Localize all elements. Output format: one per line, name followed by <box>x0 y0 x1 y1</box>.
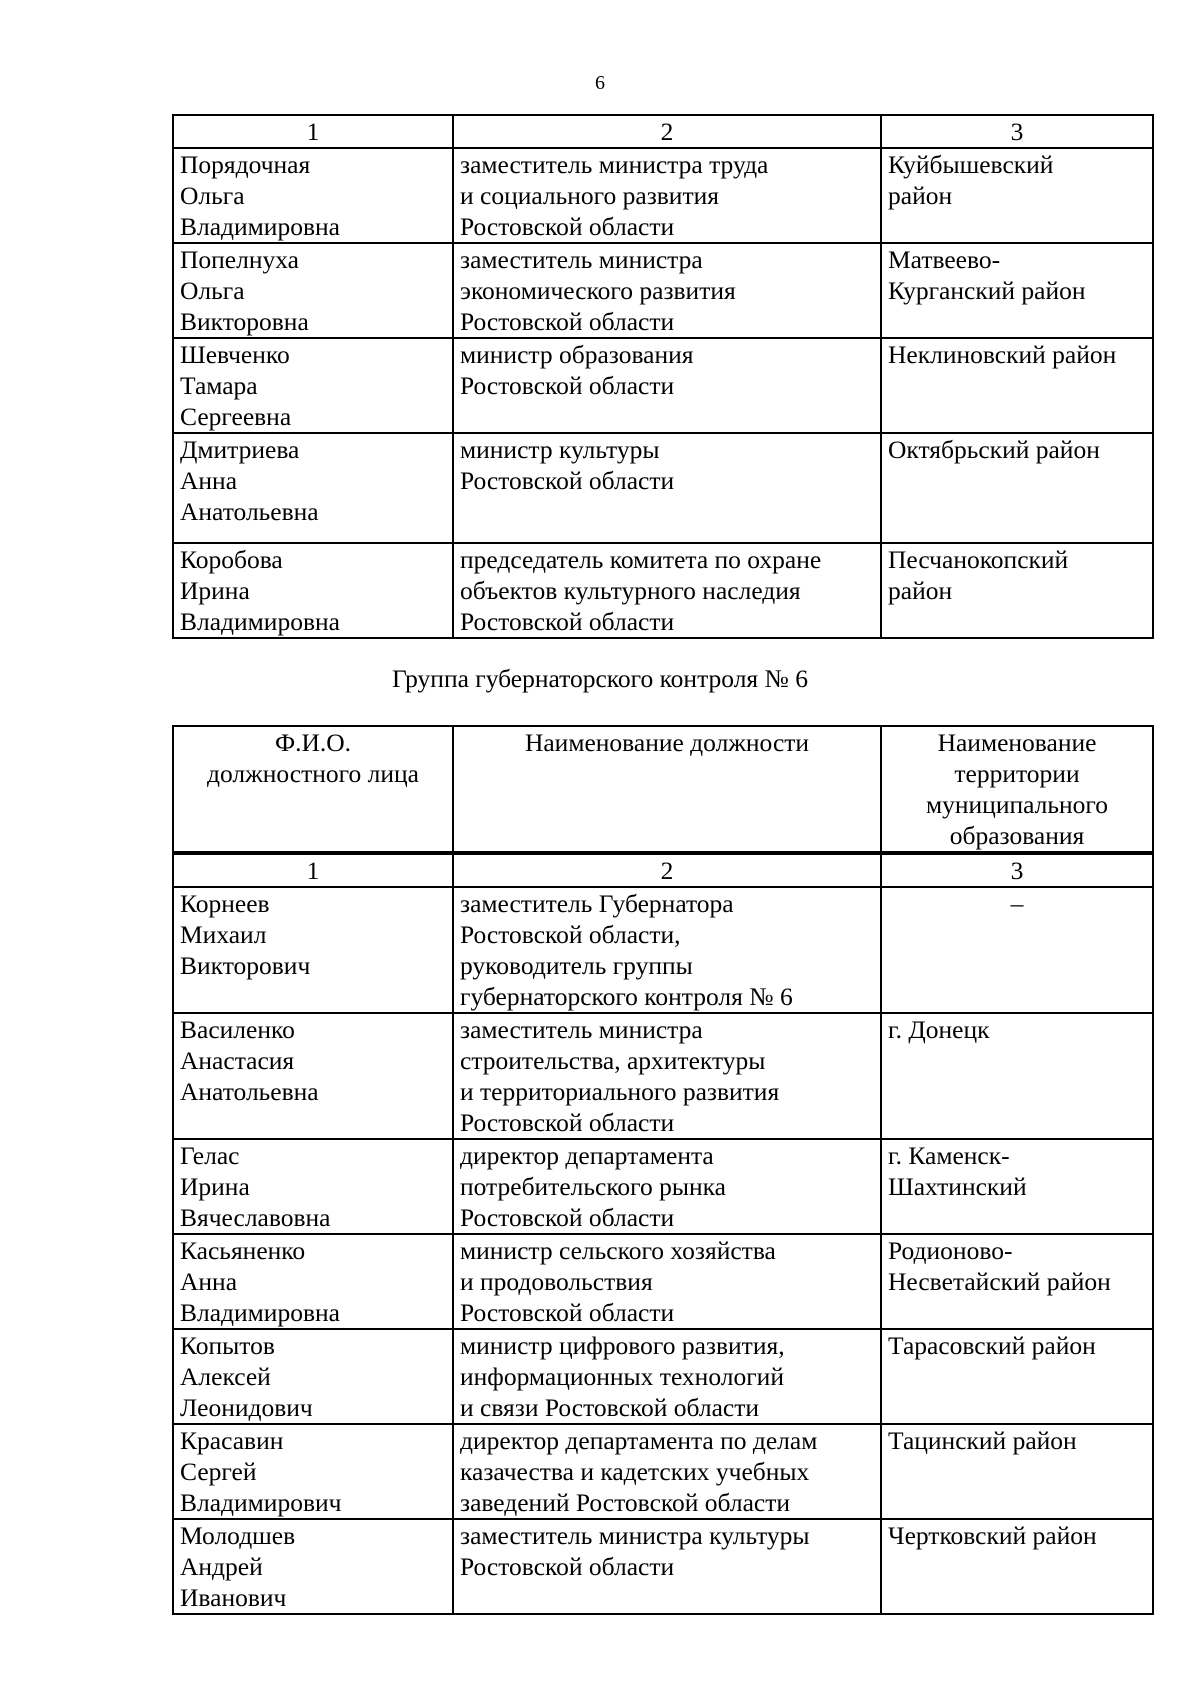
official-name-cell <box>173 543 453 638</box>
column-number: 3 <box>881 115 1153 148</box>
name-line: Шевченко <box>180 340 290 369</box>
position-line: потребительского рынка <box>460 1172 726 1201</box>
name-line: Попелнуха <box>180 245 299 274</box>
name-line: Викторович <box>180 951 311 980</box>
header-line: территории <box>954 759 1080 788</box>
official-name-cell <box>173 1424 453 1519</box>
position-line: Ростовской области <box>460 212 675 241</box>
official-name-cell <box>173 338 453 433</box>
position-line: Ростовской области <box>460 466 675 495</box>
position-line: и территориального развития <box>460 1077 780 1106</box>
name-line: Корнеев <box>180 889 270 918</box>
name-line: Тамара <box>180 371 258 400</box>
name-line: Сергей <box>180 1457 257 1486</box>
position-cell <box>453 543 881 638</box>
position-cell <box>453 1519 881 1614</box>
position-line: и связи Ростовской области <box>460 1393 759 1422</box>
table-row <box>173 1329 1153 1424</box>
position-cell <box>453 148 881 243</box>
table-row <box>173 1234 1153 1329</box>
position-line: заместитель Губернатора <box>460 889 734 918</box>
territory-cell <box>881 543 1153 638</box>
header-official-name <box>173 726 453 853</box>
position-line: Ростовской области <box>460 1203 675 1232</box>
table-row <box>173 1519 1153 1614</box>
territory-cell <box>881 887 1153 1013</box>
position-cell <box>453 1234 881 1329</box>
name-line: Анатольевна <box>180 1077 319 1106</box>
name-line: Касьяненко <box>180 1236 306 1265</box>
territory-cell <box>881 1329 1153 1424</box>
territory-line: – <box>1010 889 1024 918</box>
position-cell <box>453 243 881 338</box>
territory-cell <box>881 243 1153 338</box>
officials-table-group-6 <box>172 725 1154 1615</box>
name-line: Порядочная <box>180 150 311 179</box>
territory-line: район <box>888 181 953 210</box>
name-line: Михаил <box>180 920 267 949</box>
name-line: Василенко <box>180 1015 295 1044</box>
header-line: образования <box>949 821 1085 850</box>
official-name-cell <box>173 1013 453 1139</box>
name-line: Дмитриева <box>180 435 300 464</box>
name-line: Владимирович <box>180 1488 342 1517</box>
position-line: объектов культурного наследия <box>460 576 801 605</box>
column-number: 1 <box>173 115 453 148</box>
header-territory <box>881 726 1153 853</box>
position-line: экономического развития <box>460 276 736 305</box>
name-line: Андрей <box>180 1552 263 1581</box>
name-line: Ольга <box>180 276 245 305</box>
officials-table-continued <box>172 114 1154 639</box>
territory-line: Несветайский район <box>888 1267 1111 1296</box>
name-line: Вячеславовна <box>180 1203 331 1232</box>
name-line: Владимировна <box>180 607 340 636</box>
territory-line: Чертковский район <box>888 1521 1097 1550</box>
table-row <box>173 887 1153 1013</box>
column-number: 3 <box>881 853 1153 887</box>
territory-line: г. Каменск- <box>888 1141 1010 1170</box>
name-line: Анатольевна <box>180 497 319 526</box>
territory-line: Октябрьский район <box>888 435 1100 464</box>
position-line: Ростовской области <box>460 371 675 400</box>
table-row <box>173 1139 1153 1234</box>
position-line: заведений Ростовской области <box>460 1488 790 1517</box>
name-line: Ирина <box>180 1172 250 1201</box>
header-line: должностного лица <box>207 759 419 788</box>
territory-line: Тарасовский район <box>888 1331 1096 1360</box>
header-position <box>453 726 881 853</box>
position-line: и продовольствия <box>460 1267 653 1296</box>
name-line: Леонидович <box>180 1393 313 1422</box>
official-name-cell <box>173 1139 453 1234</box>
column-number-row <box>173 115 1153 148</box>
position-line: заместитель министра <box>460 245 703 274</box>
territory-line: Курганский район <box>888 276 1086 305</box>
position-line: директор департамента по делам <box>460 1426 818 1455</box>
name-line: Сергеевна <box>180 402 292 431</box>
table-row <box>173 433 1153 543</box>
territory-line: Песчанокопский <box>888 545 1069 574</box>
territory-line: Неклиновский район <box>888 340 1117 369</box>
territory-line: Матвеево- <box>888 245 1001 274</box>
position-line: информационных технологий <box>460 1362 784 1391</box>
name-line: Анна <box>180 466 238 495</box>
position-line: Ростовской области <box>460 1298 675 1327</box>
territory-line: г. Донецк <box>888 1015 990 1044</box>
name-line: Анастасия <box>180 1046 295 1075</box>
page-number: 6 <box>595 72 605 94</box>
position-line: строительства, архитектуры <box>460 1046 766 1075</box>
territory-cell <box>881 1139 1153 1234</box>
territory-cell <box>881 338 1153 433</box>
territory-cell <box>881 1519 1153 1614</box>
position-line: и социального развития <box>460 181 719 210</box>
position-line: министр цифрового развития, <box>460 1331 785 1360</box>
official-name-cell <box>173 1519 453 1614</box>
table-row <box>173 1013 1153 1139</box>
territory-line: Шахтинский <box>888 1172 1027 1201</box>
territory-cell <box>881 1013 1153 1139</box>
territory-cell <box>881 1234 1153 1329</box>
position-line: заместитель министра <box>460 1015 703 1044</box>
official-name-cell <box>173 887 453 1013</box>
position-line: министр культуры <box>460 435 660 464</box>
position-line: Ростовской области, <box>460 920 681 949</box>
table-row <box>173 1424 1153 1519</box>
header-line: Наименование <box>937 728 1097 757</box>
territory-cell <box>881 148 1153 243</box>
position-cell <box>453 1139 881 1234</box>
position-line: казачества и кадетских учебных <box>460 1457 810 1486</box>
position-line: губернаторского контроля № 6 <box>460 982 793 1011</box>
position-line: Ростовской области <box>460 307 675 336</box>
position-cell <box>453 1424 881 1519</box>
name-line: Ольга <box>180 181 245 210</box>
name-line: Копытов <box>180 1331 275 1360</box>
position-cell <box>453 338 881 433</box>
position-line: председатель комитета по охране <box>460 545 822 574</box>
name-line: Иванович <box>180 1583 287 1612</box>
territory-line: Куйбышевский <box>888 150 1054 179</box>
position-line: Ростовской области <box>460 1552 675 1581</box>
position-line: директор департамента <box>460 1141 714 1170</box>
column-number: 2 <box>453 853 881 887</box>
official-name-cell <box>173 1234 453 1329</box>
header-line: Ф.И.О. <box>274 728 352 757</box>
official-name-cell <box>173 433 453 543</box>
name-line: Викторовна <box>180 307 309 336</box>
territory-line: район <box>888 576 953 605</box>
position-cell <box>453 1013 881 1139</box>
position-line: министр сельского хозяйства <box>460 1236 776 1265</box>
name-line: Владимировна <box>180 1298 340 1327</box>
name-line: Молодшев <box>180 1521 296 1550</box>
table-row <box>173 148 1153 243</box>
position-cell <box>453 433 881 543</box>
name-line: Владимировна <box>180 212 340 241</box>
name-line: Гелас <box>180 1141 240 1170</box>
position-cell <box>453 1329 881 1424</box>
header-line: муниципального <box>926 790 1108 819</box>
group-title: Группа губернаторского контроля № 6 <box>392 664 808 693</box>
position-line: министр образования <box>460 340 694 369</box>
official-name-cell <box>173 1329 453 1424</box>
table-row <box>173 243 1153 338</box>
header-line: Наименование должности <box>524 728 810 757</box>
position-line: заместитель министра труда <box>460 150 769 179</box>
territory-cell <box>881 433 1153 543</box>
name-line: Коробова <box>180 545 283 574</box>
table-row <box>173 338 1153 433</box>
position-line: руководитель группы <box>460 951 693 980</box>
territory-cell <box>881 1424 1153 1519</box>
header-row <box>173 726 1153 853</box>
table-row <box>173 543 1153 638</box>
official-name-cell <box>173 148 453 243</box>
position-line: заместитель министра культуры <box>460 1521 810 1550</box>
name-line: Ирина <box>180 576 250 605</box>
official-name-cell <box>173 243 453 338</box>
column-number: 1 <box>173 853 453 887</box>
column-number-row <box>173 853 1153 887</box>
territory-line: Тацинский район <box>888 1426 1077 1455</box>
territory-line: Родионово- <box>888 1236 1013 1265</box>
column-number: 2 <box>453 115 881 148</box>
position-cell <box>453 887 881 1013</box>
position-line: Ростовской области <box>460 1108 675 1137</box>
name-line: Анна <box>180 1267 238 1296</box>
position-line: Ростовской области <box>460 607 675 636</box>
name-line: Алексей <box>180 1362 271 1391</box>
name-line: Красавин <box>180 1426 284 1455</box>
